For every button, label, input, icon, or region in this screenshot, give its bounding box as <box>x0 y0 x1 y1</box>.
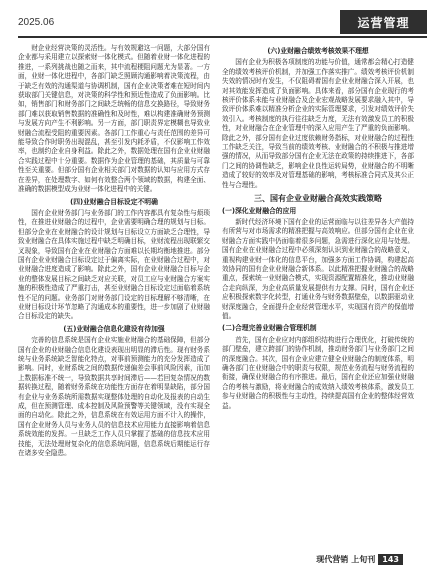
paragraph: 财企业经营决策的灵活性。与有效规避这一问题，大部分国有企业都与采用建立以探索财一体化模式。但随着业财一体化进程的推进，一系列挑战也随之而来，其中流程梗阻问题尤为显著。一方面，业财一体化进程中，各部门缺乏照顾沟通影响着决策流程，由于缺乏有效的沟通渠道与协调机制，国有企业决策者难在短时间内获取部门关键信息，对决策的科学性和预近性造成了负面影响。比如，销售部门和财务部门之间缺乏统畅的信息交换路径，导致财务部门难以获取销售数据的准确性和及时性，难以构建准确财务预测与发展方向产生不利影响。另一方面，部门职责界定模糊也导致业财融合流程受阻的重要因素。各部门工作重心与责任范围的差异可能导致合作时职务出现混乱，甚至引发内耗矛盾，不仅影响工作效率，也制约企业自身利益。除此之外，数据处理在国有企业业财融合实践过程中十分重要。数据作为企业管理的基础，其质量与可靠性至关重要。但部分国有企业相关部门对数据的认知与应用方式存在差异，在处理数字、如何有效整合两个领域的数据，构建全面、准确的数据模型成为业财一体化进程中的关键。 <box>18 44 210 194</box>
paragraph: 国有企业财务部门与业务部门的工作内容都具有复杂性与烦琐性，在推进业财融合的过程中，企业需要明确合理的规划与目标。但部分企业在业财融合的设计规划与目标设立方面缺乏合理性，导致业财融合在具体实施过程中缺乏明确目标，业财流程出现联繁交叉现象，导致国有企业在业财融合方面难以长期均衡地推进。部分国有企业业财融合目标设定过于偏离实际，在业财融合过程中，对业财融合进度造成了影响。除此之外，国有企业业财融合目标与企业的整体发展目标之间缺乏对应关联，对员工应与业财融合方案实施的积极性造成了严重打击，甚至业财融合目标设定过面临着系统性不足的问题。业务部门对财务部门设定的目标理解不够清晰，在业财目标设计环节忽略了沟通成本的重要性，进一步加剧了业财融合目标设定的缺失。 <box>18 208 210 321</box>
page-footer <box>316 554 403 565</box>
journal-issue: 上旬刊 <box>351 555 376 564</box>
paragraph: 国有企业为积极各项制度的功能与价值，通常都会精心打造健全的绩效考核评价机制，并加强工作落实推广。绩效考核评价机制失效的情况时有发生，不仅阻碍着国有企业业财融合深入开展，也对其效能发挥造成了负面影响。具体来看，部分国有企业现行的考核评价体系未能与业财融合及企业宏观战略发展要求融入其中，导致评价体系难以精准分析企业的实际管理要求，引发对绩效评价失效引入。考核制度的执行往往缺乏力度，无法有效激发员工的积极性，对业财融合在企业管理中的深入应用产生了严重的负面影响。除此之外，部分国有企业过度依赖财务指标，对业财融合的过程性工作缺乏关注，导致当前的绩效考核、业财融合的不积极与推进增强的情况，从而导致部分国有企业无法在政策的持续推进下，各部门之间的协调性缺乏，影响企业良性运转局势，业财融合的不明晰造成了较好的效率及对管理基础的影响，考核标准合同式及其公正性与合理性。 <box>222 58 414 189</box>
issue-date: 2025.06 <box>18 17 55 28</box>
paragraph: 完善的信息系统是国有企业实施业财融合的基础保障，但部分国有企业的业财融合信息化建设表现出明显的滞后性。现有财务系统与业务系统缺乏智能化特点，对事前预测能力的充分发挥造成了影响。同时，业财系统之间的数据传递偏差会事前风险因素，而加上数据标准不统一，导致数据共享时间滞后——若回复杂情况的数据转换过程，随着财务系统在功能性方面存在着明显缺陷，部分国有企业与业务系统所需数据实现整体处理的自动化及报表的自动生成，但在预测管理、成本控制及风险预警等关键领域，没有实现全面的自动化。除此之外，信息系统在有效运用方面不计入的操作，国有企业财务人员与业务人员的信息技术应用能力直接影响着信息系统效能的发挥。一旦缺乏工作人员只掌握了基础的信息技术应用技能，无法处理财复杂化的信息系统问题，信息系统后期能运行存在诸多安全隐患。 <box>18 336 210 458</box>
section-tag: 运营管理 <box>340 10 427 34</box>
subheading: (二)合理完善业财融合管理机制 <box>222 324 317 333</box>
subheading: (一)深化业财融合的应用 <box>222 206 297 215</box>
paragraph: 首先，国有企业应对内部组织结构进行合理优化，打破传统的部门壁垒，建立跨部门的协作机制，推动财务部门与业务部门之间的深度融合。其次，国有企业应建立健全业财融合的制度体系，明确各部门在业财融合中的职责与权限，规范业务流程与财务流程的衔接，确保业财融合的有序推进。最后，国有企业还应加强业财融合的考核与激励，将业财融合的成效纳入绩效考核体系，激发员工参与业财融合的积极性与主动性，持续提高国有企业的整体经营效益。 <box>222 335 414 410</box>
subheading: (五)业财融合信息化建设有待加强 <box>63 324 165 333</box>
section-heading: 三、国有企业业财融合高效实践策略 <box>254 194 382 204</box>
right-column <box>222 44 414 411</box>
journal-name: 现代营销 <box>316 555 349 564</box>
paragraph: 新时代经济环境下国有企业的运营面临与以往差异各大产值持有所营与对市场需求的精准把握与高效响应。但部分国有企业在业财融合方面实践中仍面临着很多问题，急需进行深化应用与处理。国有企业在业财融合过程中必须深刻认识到业财融合的战略意义，重视构建业财一体化的信息平台，加强多方面工作协调，构建起高效协同的国有企业业财融合新体系。以此精准把握业财融合的战略重点，探索统一业财融合模式，实现资源配置精准化，推动业财融合走向纵深，为企业高质量发展提供有力支撑。同时，国有企业还应积极探索数字化转型，打通业务与财务数据壁垒，以数据驱动业财深度融合，全面提升企业经营管理水平，实现国有资产的保值增值。 <box>222 217 414 320</box>
top-rule <box>18 36 427 38</box>
subheading: (四)业财融合目标设定不明确 <box>70 197 158 206</box>
subheading: (六)业财融合绩效考核效果不理想 <box>267 47 369 55</box>
page-number: 143 <box>378 554 403 565</box>
left-column <box>18 44 210 458</box>
